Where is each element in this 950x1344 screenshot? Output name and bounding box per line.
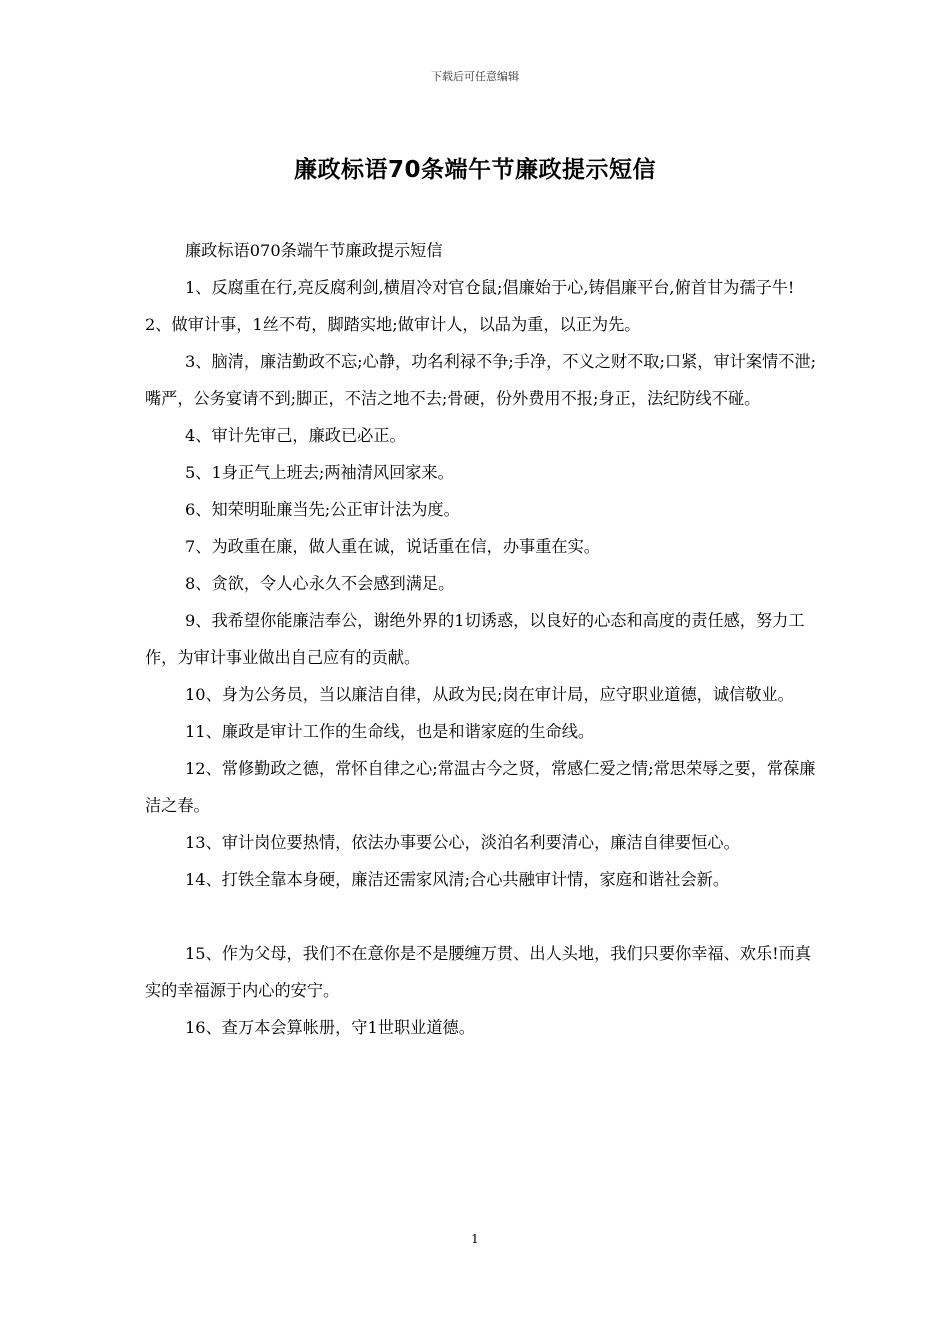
paragraph-item-15: 15、作为父母，我们不在意你是不是腰缠万贯、出人头地，我们只要你幸福、欢乐!而真实的幸福源于内心的安宁。 [145, 944, 812, 1000]
paragraph-item-14: 14、打铁全靠本身硬，廉洁还需家风清;合心共融审计情，家庭和谐社会新。 [185, 870, 730, 889]
paragraph-item-12: 12、常修勤政之德，常怀自律之心;常温古今之贤，常感仁爱之情;常思荣辱之要，常葆廉洁之春。 [145, 759, 816, 815]
paragraph-item-3: 3、脑清，廉洁勤政不忘;心静，功名利禄不争;手净，不义之财不取;口紧，审计案情不泄;嘴严，公务宴请不到;脚正，不洁之地不去;骨硬，份外费用不报;身正，法纪防线不碰。 [145, 352, 817, 408]
paragraph-item-6: 6、知荣明耻廉当先;公正审计法为度。 [185, 500, 460, 519]
paragraph-item-8: 8、贪欲，令人心永久不会感到满足。 [185, 574, 455, 593]
document-body [145, 232, 817, 1046]
blank-line [145, 898, 817, 935]
paragraph-item-4: 4、审计先审己，廉政已必正。 [185, 426, 406, 445]
paragraph-item-16: 16、查万本会算帐册，守1世职业道德。 [185, 1018, 475, 1037]
paragraph-item-1-2: 1、反腐重在行,亮反腐利剑,横眉冷对官仓鼠;倡廉始于心,铸倡廉平台,俯首甘为孺子牛!2、做审计事，1丝不苟，脚踏实地;做审计人，以品为重，以正为先。 [145, 278, 795, 334]
paragraph-item-13: 13、审计岗位要热情，依法办事要公心，淡泊名利要清心，廉洁自律要恒心。 [185, 833, 740, 852]
document-title: 廉政标语70条端午节廉政提示短信 [293, 157, 656, 183]
paragraph-item-11: 11、廉政是审计工作的生命线，也是和谐家庭的生命线。 [185, 722, 595, 741]
page-header-note: 下载后可任意编辑 [431, 70, 519, 83]
paragraph-item-10: 10、身为公务员，当以廉洁自律，从政为民;岗在审计局，应守职业道德，诚信敬业。 [185, 685, 794, 704]
paragraph-item-5: 5、1身正气上班去;两袖清风回家来。 [185, 463, 454, 482]
paragraph-item-9: 9、我希望你能廉洁奉公，谢绝外界的1切诱惑，以良好的心态和高度的责任感，努力工作，为审计事业做出自己应有的贡献。 [145, 611, 805, 667]
page-number: 1 [471, 1232, 479, 1246]
paragraph-item-7: 7、为政重在廉，做人重在诚，说话重在信，办事重在实。 [185, 537, 600, 556]
paragraph-subtitle: 廉政标语070条端午节廉政提示短信 [185, 241, 443, 260]
